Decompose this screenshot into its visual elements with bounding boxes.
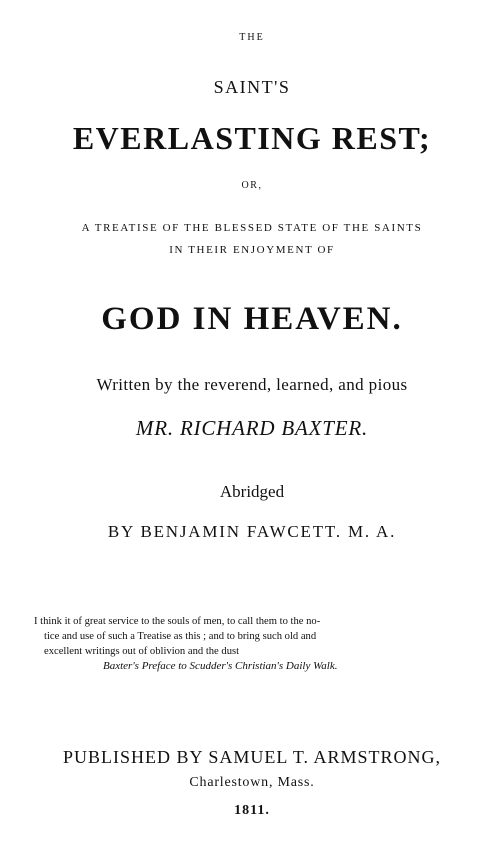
the-heading: THE — [239, 32, 265, 43]
year-line: 1811. — [234, 803, 270, 818]
place-line: Charlestown, Mass. — [189, 775, 315, 790]
abridger-name: BY BENJAMIN FAWCETT. M. A. — [107, 522, 397, 541]
or-connector: OR, — [241, 180, 263, 191]
subtitle-line-2: IN THEIR ENJOYMENT OF — [169, 244, 335, 256]
abridged-label: Abridged — [219, 482, 285, 501]
publisher-line: PUBLISHED BY SAMUEL T. ARMSTRONG, — [62, 747, 442, 767]
epigraph-source: Baxter's Preface to Scudder's Christian's Daily Walk. — [103, 660, 338, 672]
epigraph-line-3: excellent writings out of oblivion and the dust — [44, 646, 240, 657]
saints-heading: SAINT'S — [213, 77, 291, 97]
epigraph-quote — [34, 614, 476, 659]
god-in-heaven-title: GOD IN HEAVEN. — [101, 301, 403, 337]
epigraph-line-2: tice and use of such a Treatise as this ; and to bring such old and — [44, 631, 317, 642]
main-title: EVERLASTING REST; — [72, 120, 432, 156]
subtitle-line-1: A TREATISE OF THE BLESSED STATE OF THE SAINTS — [81, 222, 423, 234]
written-by-line: Written by the reverend, learned, and pious — [96, 375, 408, 394]
author-name: MR. RICHARD BAXTER. — [135, 416, 369, 440]
epigraph-line-1: I think it of great service to the souls of men, to call them to the no- — [34, 616, 321, 627]
